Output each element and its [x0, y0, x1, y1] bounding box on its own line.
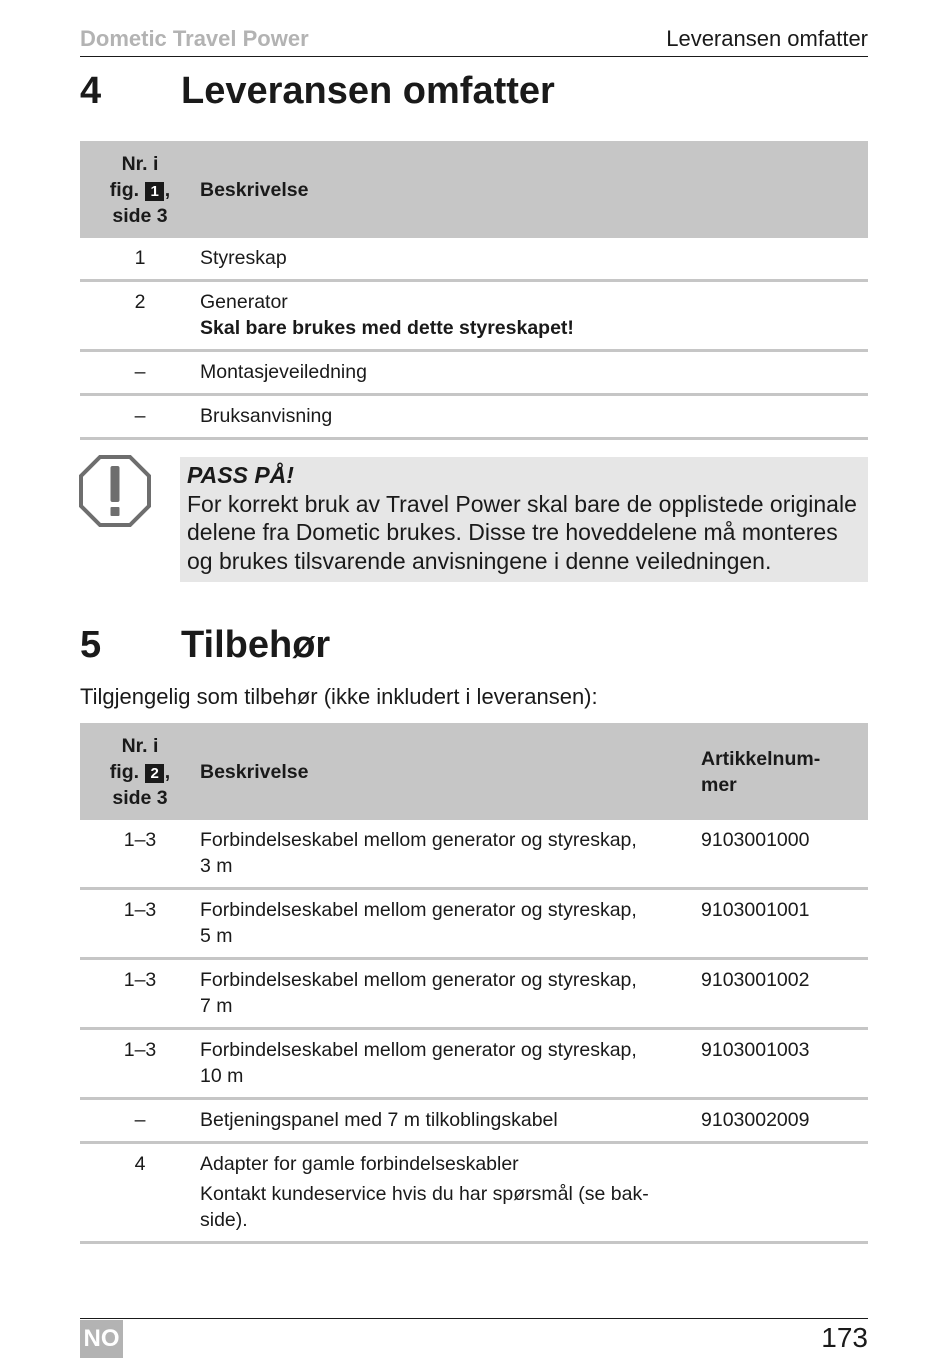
column-header-description: Beskrivelse	[200, 723, 701, 820]
notice-title: PASS PÅ!	[187, 462, 294, 488]
table-row: 1–3 Forbindelseskabel mellom generator og styreskap, 5 m 9103001001	[80, 889, 868, 959]
table-row: – Montasjeveiledning	[80, 351, 868, 395]
section-5-heading	[80, 624, 330, 667]
table-row: 2 Generator Skal bare brukes med dette styreskapet!	[80, 281, 868, 351]
table-row: 1–3 Forbindelseskabel mellom generator og styreskap, 7 m 9103001002	[80, 959, 868, 1029]
accessories-intro: Tilgjengelig som tilbehør (ikke inkludert i leveransen):	[80, 684, 598, 709]
footer-rule	[80, 1318, 868, 1319]
column-header-nr: Nr. i fig. 2 , side 3	[80, 723, 200, 820]
table-row: – Betjeningspanel med 7 m tilkoblingskabel 9103002009	[80, 1099, 868, 1143]
article-number	[701, 1143, 868, 1243]
service-note: Kontakt kundeservice hvis du har spørsmål (se bak- side).	[200, 1183, 649, 1231]
figure-ref-badge: 2	[145, 764, 163, 783]
table-row: 1–3 Forbindelseskabel mellom generator og styreskap, 10 m 9103001003	[80, 1029, 868, 1099]
notice-box	[180, 457, 868, 582]
column-header-nr: Nr. i fig. 1 , side 3	[80, 141, 200, 238]
article-number: 9103002009	[701, 1099, 868, 1143]
language-badge: NO	[80, 1320, 123, 1358]
article-number: 9103001001	[701, 889, 868, 959]
figure-ref-badge: 1	[145, 182, 163, 201]
table-header-row	[80, 723, 868, 820]
section-title: Tilbehør	[181, 624, 331, 666]
table-row: – Bruksanvisning	[80, 395, 868, 439]
table-row: 1 Styreskap	[80, 238, 868, 281]
table-row: 1–3 Forbindelseskabel mellom generator og styreskap, 3 m 9103001000	[80, 820, 868, 889]
article-number: 9103001002	[701, 959, 868, 1029]
header-section-title: Leveransen omfatter	[666, 26, 868, 51]
column-header-article-number: Artikkelnum- mer	[701, 723, 868, 820]
warning-octagon-icon	[79, 455, 151, 527]
section-4-heading	[80, 70, 555, 113]
warning-note: Skal bare brukes med dette styreskapet!	[200, 317, 574, 339]
accessories-table	[80, 723, 868, 1244]
column-header-description: Beskrivelse	[200, 141, 868, 238]
table-header-row	[80, 141, 868, 238]
article-number: 9103001000	[701, 820, 868, 889]
section-number: 4	[80, 70, 102, 112]
section-number: 5	[80, 624, 102, 666]
header-brand: Dometic Travel Power	[80, 26, 309, 51]
section-title: Leveransen omfatter	[181, 70, 555, 112]
notice-text: For korrekt bruk av Travel Power skal bare de opplistede originale delene fra Dometic brukes. Disse tre hoveddelene må monteres og brukes tilsvarende anvisningene i denne veiledningen.	[187, 490, 857, 574]
table-row: 4 Adapter for gamle forbindelseskabler Kontakt kundeservice hvis du har spørsmål (se bak- side).	[80, 1143, 868, 1243]
article-number: 9103001003	[701, 1029, 868, 1099]
page-number: 173	[821, 1322, 868, 1353]
header-rule	[80, 56, 868, 57]
delivery-table	[80, 141, 868, 440]
